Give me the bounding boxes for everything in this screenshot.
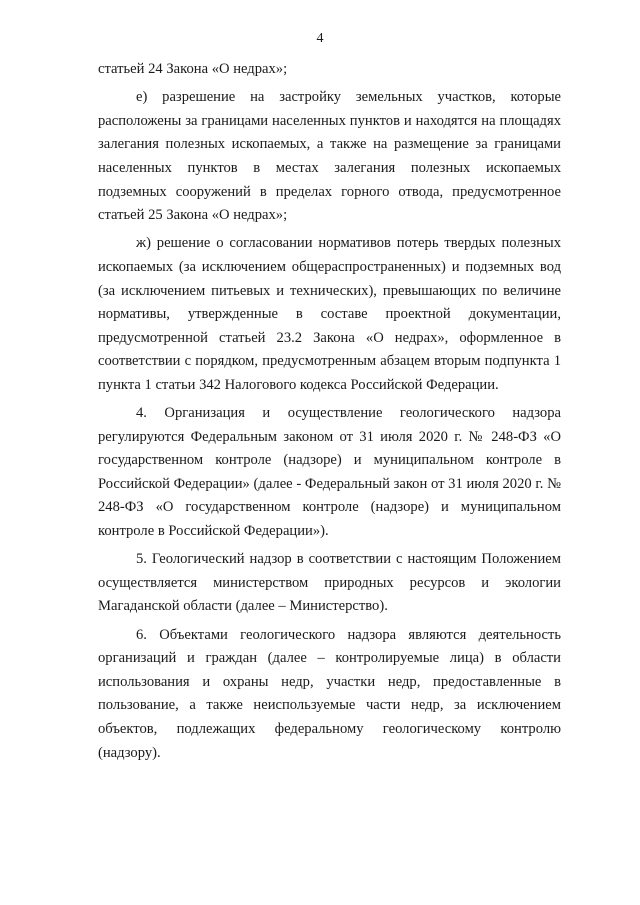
paragraph-item-zh: ж) решение о согласовании нормативов потерь твердых полезных ископаемых (за исключением общераспространенных) и подземных вод (за исключением питьевых и технических), превышающих по величине нормативы, утвержденные в составе проектной документации, предусмотренной статьей 23.2 Закона «О недрах», оформленное в соответствии с порядком, предусмотренным абзацем вторым подпункта 1 пункта 1 статьи 342 Налогового кодекса Российской Федерации. [98,235,561,393]
paragraph-clause-5: 5. Геологический надзор в соответствии с настоящим Положением осуществляется министерством природных ресурсов и экологии Магаданской области (далее – Министерство). [98,551,561,615]
paragraph-clause-4: 4. Организация и осуществление геологического надзора регулируются Федеральным законом от 31 июля 2020 г. № 248-ФЗ «О государственном контроле (надзоре) и муниципальном контроле в Российской Федерации» (далее - Федеральный закон от 31 июля 2020 г. № 248-ФЗ «О государственном контроле (надзоре) и муниципальном контроле в Российской Федерации»). [98,405,561,540]
page-number: 4 [316,31,324,46]
paragraph-item-e: е) разрешение на застройку земельных участков, которые расположены за границами населенных пунктов и находятся на площадях залегания полезных ископаемых, а также на размещение за границами населенных пунктов в местах залегания полезных ископаемых подземных сооружений в пределах горного отвода, предусмотренное статьей 25 Закона «О недрах»; [98,89,561,224]
paragraph-law-reference-continuation: статьей 24 Закона «О недрах»; [98,61,288,77]
document-body [98,58,561,765]
paragraph-clause-6: 6. Объектами геологического надзора являются деятельность организаций и граждан (далее – контролируемые лица) в области использования и охраны недр, участки недр, предоставленные в пользование, а также неиспользуемые части недр, за исключением объектов, подлежащих федеральному геологическому контролю (надзору). [98,626,561,761]
